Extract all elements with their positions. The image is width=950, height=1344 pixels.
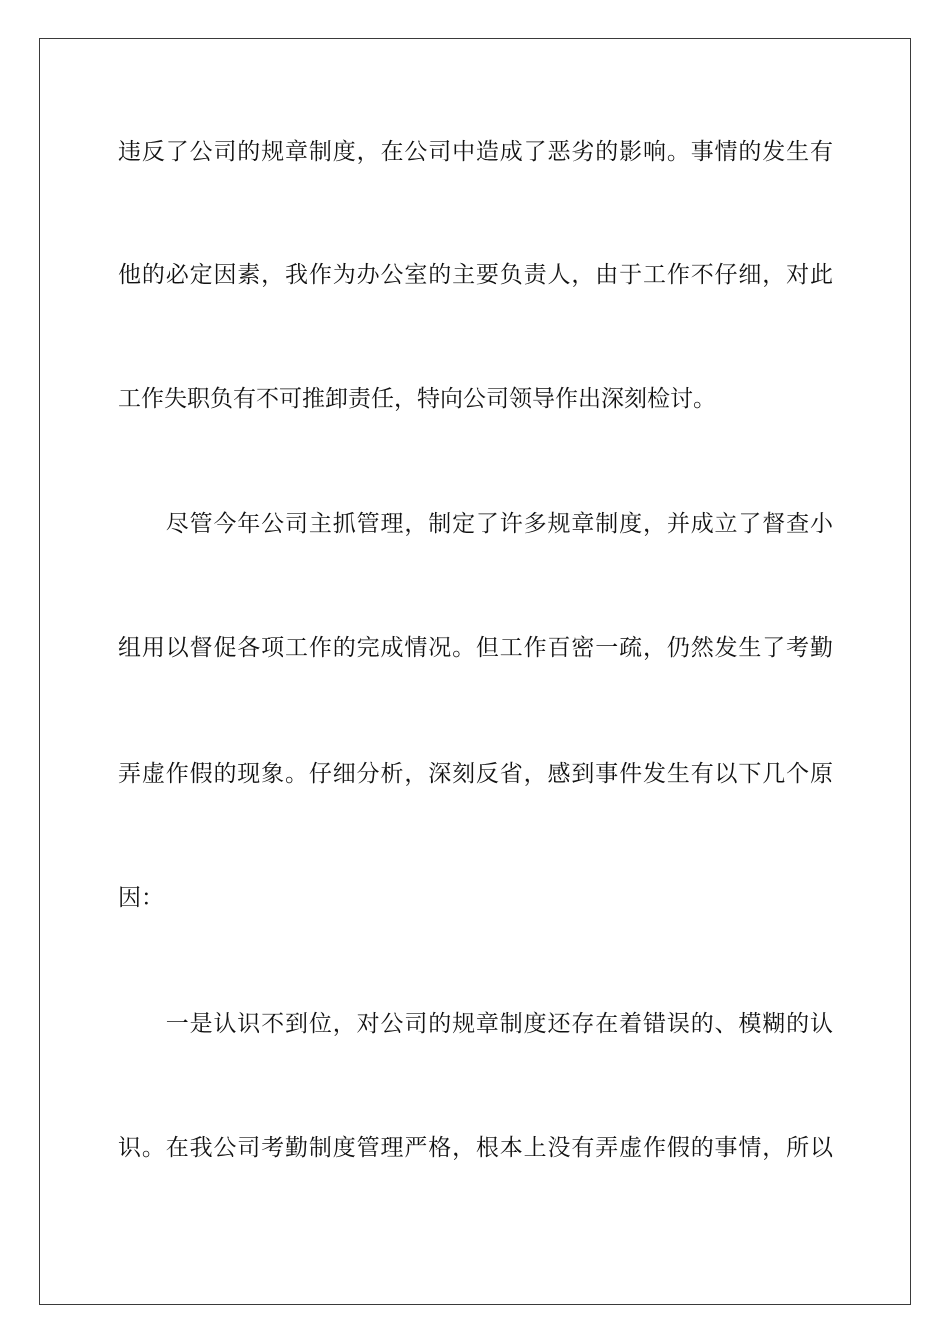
- text-line-8: 一是认识不到位，对公司的规章制度还存在着错误的、模糊的认: [118, 1011, 833, 1037]
- text-line-2: 他的必定因素，我作为办公室的主要负责人，由于工作不仔细，对此: [118, 262, 833, 288]
- text-line-4: 尽管今年公司主抓管理，制定了许多规章制度，并成立了督查小: [118, 511, 833, 537]
- text-line-1: 违反了公司的规章制度，在公司中造成了恶劣的影响。事情的发生有: [118, 139, 833, 165]
- text-line-3: 工作失职负有不可推卸责任，特向公司领导作出深刻检讨。: [118, 386, 716, 412]
- page-border: [39, 38, 911, 1305]
- text-line-7: 因：: [118, 885, 164, 911]
- text-line-9: 识。在我公司考勤制度管理严格，根本上没有弄虚作假的事情，所以: [118, 1135, 833, 1161]
- text-line-6: 弄虚作假的现象。仔细分析，深刻反省，感到事件发生有以下几个原: [118, 761, 833, 787]
- text-line-5: 组用以督促各项工作的完成情况。但工作百密一疏，仍然发生了考勤: [118, 635, 833, 661]
